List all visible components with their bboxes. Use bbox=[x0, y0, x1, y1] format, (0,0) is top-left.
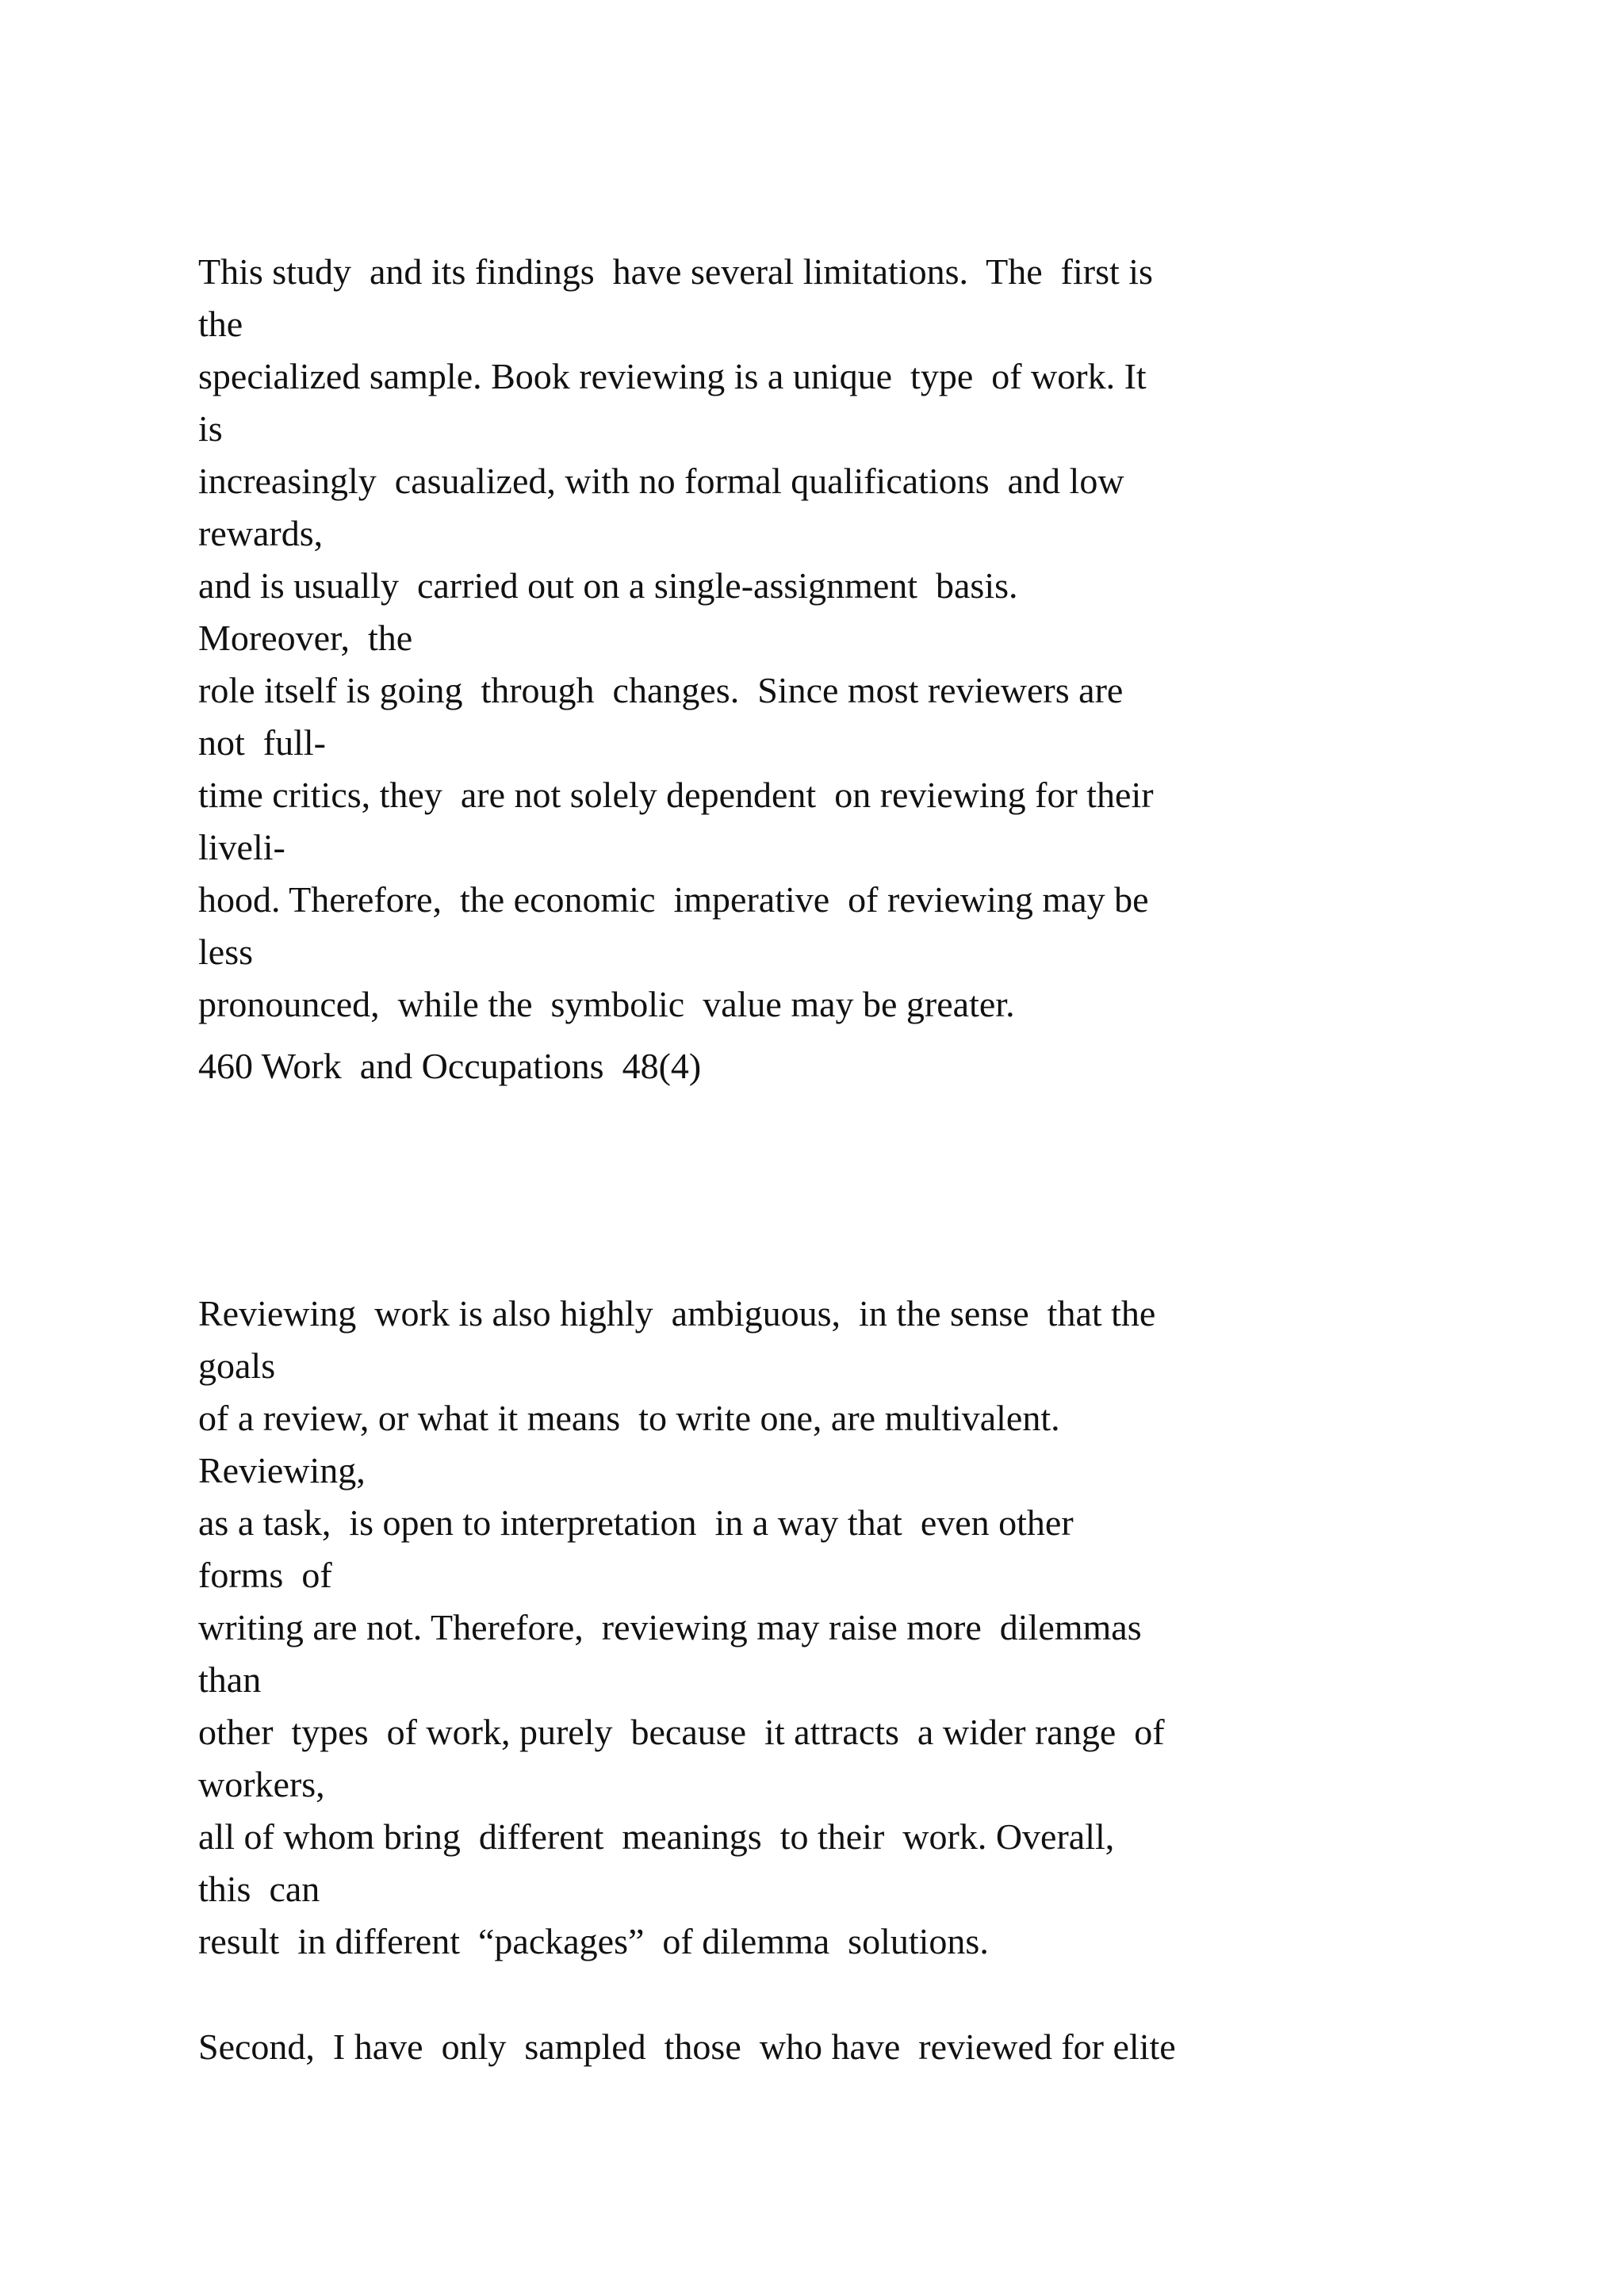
text-line: workers, bbox=[198, 1764, 325, 1804]
text-line: not full- bbox=[198, 722, 326, 763]
text-line: rewards, bbox=[198, 513, 324, 553]
paragraph-ambiguity bbox=[198, 1288, 1594, 1968]
text-line: liveli- bbox=[198, 827, 285, 867]
text-line: this can bbox=[198, 1869, 320, 1909]
text-line: This study and its findings have several limitations. The first is bbox=[198, 251, 1153, 292]
text-line: is bbox=[198, 408, 223, 449]
text-line: other types of work, purely because it attracts a wider range of bbox=[198, 1712, 1165, 1752]
text-line: increasingly casualized, with no formal qualifications and low bbox=[198, 461, 1124, 501]
text-line: as a task, is open to interpretation in a way that even other bbox=[198, 1502, 1074, 1543]
paragraph-limitations bbox=[198, 246, 1594, 1031]
text-line: time critics, they are not solely dependent on reviewing for their bbox=[198, 775, 1154, 815]
text-line: result in different “packages” of dilemma solutions. bbox=[198, 1921, 989, 1961]
text-line: Reviewing work is also highly ambiguous, in the sense that the bbox=[198, 1293, 1156, 1334]
text-line: writing are not. Therefore, reviewing may raise more dilemmas bbox=[198, 1607, 1142, 1647]
text-line: Second, I have only sampled those who have reviewed for elite bbox=[198, 2026, 1176, 2067]
text-line: and is usually carried out on a single-assignment basis. bbox=[198, 565, 1018, 606]
text-line: hood. Therefore, the economic imperative of reviewing may be bbox=[198, 879, 1149, 920]
paragraph-sampling bbox=[198, 2021, 1594, 2073]
text-line: of a review, or what it means to write one, are multivalent. bbox=[198, 1398, 1060, 1438]
text-line: Reviewing, bbox=[198, 1450, 366, 1490]
text-line: pronounced, while the symbolic value may be greater. bbox=[198, 984, 1015, 1024]
text-line: role itself is going through changes. Since most reviewers are bbox=[198, 670, 1124, 710]
text-line: specialized sample. Book reviewing is a unique type of work. It bbox=[198, 356, 1147, 396]
text-line: all of whom bring different meanings to their work. Overall, bbox=[198, 1816, 1115, 1857]
footer-text: 460 Work and Occupations 48(4) bbox=[198, 1046, 702, 1086]
text-line: goals bbox=[198, 1345, 276, 1386]
text-line: than bbox=[198, 1659, 262, 1700]
text-line: forms of bbox=[198, 1555, 332, 1595]
text-line: the bbox=[198, 304, 243, 344]
text-line: Moreover, the bbox=[198, 618, 413, 658]
text-line: less bbox=[198, 932, 253, 972]
running-footer bbox=[198, 1040, 1594, 1093]
